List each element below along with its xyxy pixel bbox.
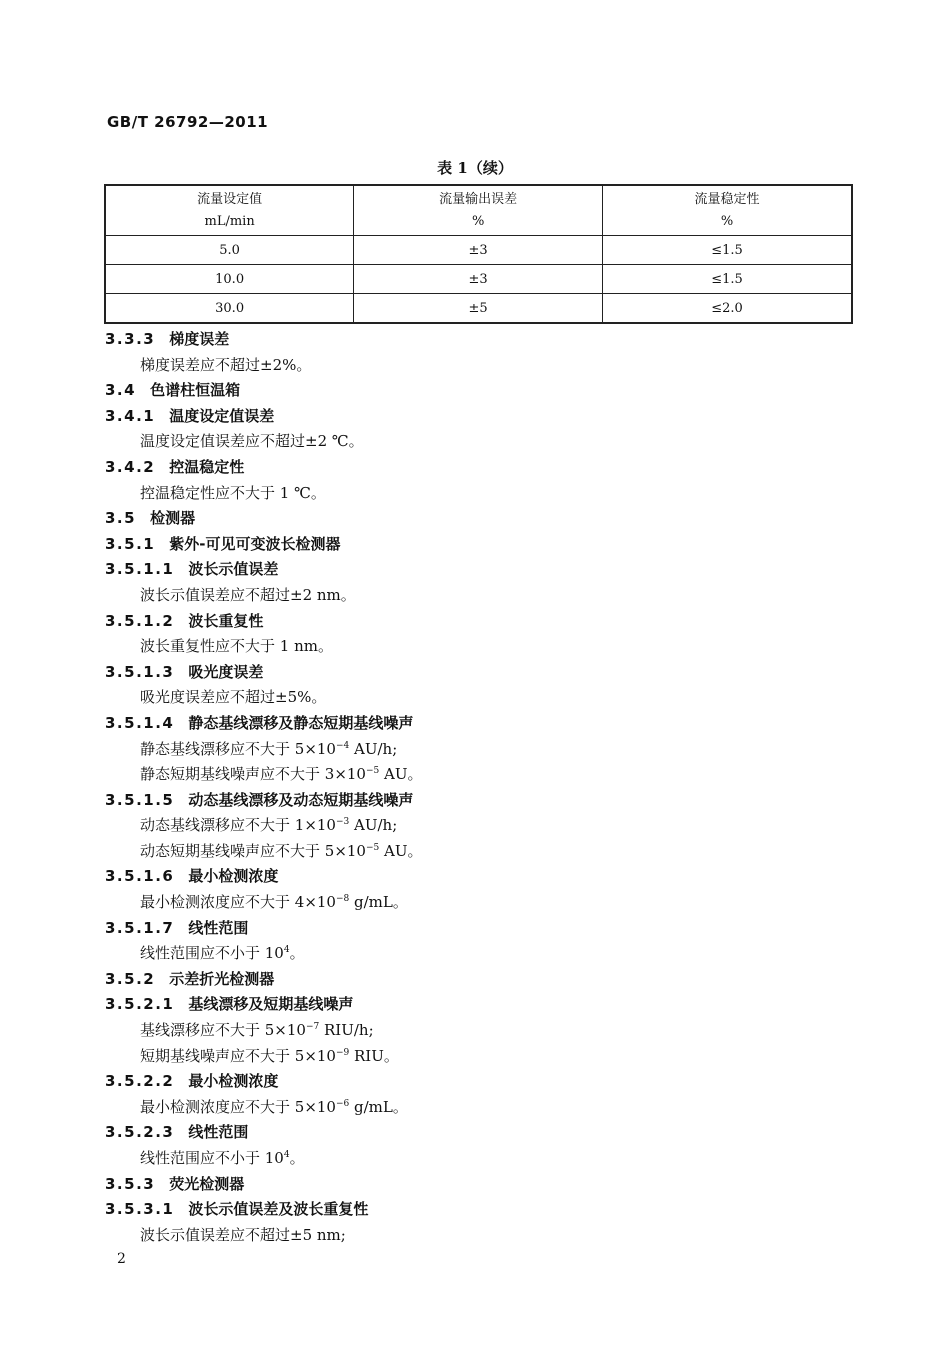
- requirement-text: [105, 890, 865, 916]
- section-heading: [105, 327, 865, 353]
- requirement-text: [105, 1095, 865, 1121]
- text-segment: 动态短期基线噪声应不大于 5×10: [140, 841, 366, 860]
- exponent: −7: [305, 1022, 320, 1033]
- table-row: [105, 294, 852, 324]
- section-number: 3.5.3.1: [105, 1200, 175, 1219]
- text-segment: 。: [289, 1149, 305, 1167]
- text-segment: 动态基线漂移应不大于 1×10: [140, 816, 336, 835]
- text-segment: g/mL。: [349, 893, 408, 912]
- section-heading: [105, 1172, 865, 1198]
- section-number: 3.5.1.4: [105, 713, 175, 732]
- table-header-row: [105, 185, 852, 236]
- exponent: 4: [283, 1150, 290, 1160]
- table-cell: ±3: [354, 265, 603, 294]
- exponent: −9: [335, 1047, 350, 1058]
- requirement-text: [105, 1146, 865, 1172]
- table-row: [105, 236, 852, 265]
- table-row: [105, 265, 852, 294]
- section-heading: [105, 916, 865, 942]
- section-number: 3.5.2.1: [105, 995, 175, 1014]
- table-cell: 30.0: [105, 294, 354, 324]
- section-number: 3.5.1.6: [105, 867, 175, 886]
- table-cell: ≤1.5: [603, 236, 853, 265]
- section-number: 3.5.1.7: [105, 918, 175, 937]
- section-title: 线性范围: [188, 918, 249, 937]
- standard-code: GB/T 26792—2011: [107, 113, 269, 131]
- section-number: 3.4.1: [105, 406, 156, 425]
- section-title: 温度设定值误差: [169, 406, 275, 425]
- table-caption: 表 1（续）: [437, 159, 513, 177]
- exponent: −8: [335, 894, 350, 905]
- text-segment: 短期基线噪声应不大于 5×10: [140, 1046, 336, 1065]
- requirement-text: 温度设定值误差应不超过±2 ℃。: [140, 432, 364, 451]
- section-title: 波长示值误差: [188, 560, 279, 579]
- section-heading: [105, 1197, 865, 1223]
- text-segment: 最小检测浓度应不大于 5×10: [140, 1097, 336, 1116]
- section-title: 示差折光检测器: [169, 969, 275, 988]
- requirement-text: 波长示值误差应不超过±5 nm;: [140, 1225, 346, 1244]
- section-number: 3.5.3: [105, 1174, 156, 1193]
- requirement-text: [105, 1018, 865, 1044]
- section-title: 波长重复性: [188, 611, 264, 630]
- text-segment: 线性范围应不小于 10: [140, 944, 284, 963]
- section-number: 3.5.1.2: [105, 611, 175, 630]
- table-cell: ±3: [354, 236, 603, 265]
- header-flow-setpoint: [105, 185, 354, 236]
- section-number: 3.5.2: [105, 969, 156, 988]
- document-body: [105, 327, 865, 1248]
- table-cell: ≤1.5: [603, 265, 853, 294]
- requirement-text: 梯度误差应不超过±2%。: [140, 355, 312, 374]
- section-number: 3.5.2.3: [105, 1123, 175, 1142]
- section-heading: [105, 378, 865, 404]
- page-number: 2: [117, 1251, 126, 1267]
- section-heading: [105, 788, 865, 814]
- header-unit: mL/min: [204, 213, 255, 229]
- section-heading: [105, 404, 865, 430]
- section-number: 3.5.1.1: [105, 560, 175, 579]
- header-flow-error: [354, 185, 603, 236]
- table-cell: ≤2.0: [603, 294, 853, 324]
- section-heading: [105, 1069, 865, 1095]
- requirement-text: [105, 941, 865, 967]
- text-segment: 线性范围应不小于 10: [140, 1149, 284, 1167]
- section-heading: [105, 609, 865, 635]
- table-cell: 10.0: [105, 265, 354, 294]
- table-cell: ±5: [354, 294, 603, 324]
- text-segment: 最小检测浓度应不大于 4×10: [140, 893, 336, 912]
- section-heading: [105, 864, 865, 890]
- text-segment: AU/h;: [349, 739, 398, 758]
- requirement-text: [105, 737, 865, 763]
- exponent: −5: [365, 842, 380, 853]
- section-title: 动态基线漂移及动态短期基线噪声: [188, 790, 414, 809]
- text-segment: AU/h;: [349, 816, 398, 835]
- text-segment: g/mL。: [349, 1097, 408, 1116]
- text-segment: 基线漂移应不大于 5×10: [140, 1021, 306, 1040]
- section-heading: [105, 506, 865, 532]
- text-segment: AU。: [379, 841, 423, 860]
- section-heading: [105, 1120, 865, 1146]
- section-heading: [105, 557, 865, 583]
- section-title: 色谱柱恒温箱: [150, 381, 241, 400]
- section-title: 吸光度误差: [188, 662, 264, 681]
- section-heading: [105, 967, 865, 993]
- spec-table: [104, 184, 853, 324]
- requirement-text: [105, 1044, 865, 1070]
- header-label: 流量输出误差: [439, 191, 518, 207]
- section-title: 控温稳定性: [169, 457, 245, 476]
- text-segment: 静态短期基线噪声应不大于 3×10: [140, 765, 366, 784]
- exponent: −4: [335, 740, 350, 751]
- section-title: 检测器: [150, 509, 196, 528]
- header-label: 流量稳定性: [694, 191, 760, 207]
- section-title: 波长示值误差及波长重复性: [188, 1200, 369, 1219]
- section-number: 3.5.1.5: [105, 790, 175, 809]
- section-number: 3.5.1.3: [105, 662, 175, 681]
- exponent: −5: [365, 766, 380, 777]
- text-segment: AU。: [379, 765, 423, 784]
- requirement-text: [105, 762, 865, 788]
- section-number: 3.5.1: [105, 534, 156, 553]
- text-segment: 静态基线漂移应不大于 5×10: [140, 739, 336, 758]
- requirement-text: 控温稳定性应不大于 1 ℃。: [140, 483, 326, 502]
- section-number: 3.4.2: [105, 457, 156, 476]
- text-segment: RIU。: [349, 1046, 399, 1065]
- section-number: 3.5: [105, 509, 137, 528]
- requirement-text: [105, 813, 865, 839]
- header-unit: %: [471, 213, 485, 229]
- section-heading: [105, 992, 865, 1018]
- section-heading: [105, 711, 865, 737]
- section-heading: [105, 532, 865, 558]
- table-cell: 5.0: [105, 236, 354, 265]
- section-title: 荧光检测器: [169, 1174, 245, 1193]
- exponent: −3: [335, 817, 350, 828]
- section-number: 3.5.2.2: [105, 1072, 175, 1091]
- exponent: −6: [335, 1098, 350, 1109]
- requirement-text: 吸光度误差应不超过±5%。: [140, 688, 327, 707]
- section-title: 最小检测浓度: [188, 1072, 279, 1091]
- section-heading: [105, 660, 865, 686]
- requirement-text: 波长示值误差应不超过±2 nm。: [140, 585, 356, 604]
- section-heading: [105, 455, 865, 481]
- section-title: 最小检测浓度: [188, 867, 279, 886]
- header-unit: %: [720, 213, 734, 229]
- text-segment: RIU/h;: [319, 1021, 374, 1040]
- section-title: 静态基线漂移及静态短期基线噪声: [188, 713, 414, 732]
- requirement-text: 波长重复性应不大于 1 nm。: [140, 637, 333, 656]
- section-title: 梯度误差: [169, 330, 230, 348]
- exponent: 4: [283, 945, 290, 956]
- header-flow-stability: [603, 185, 853, 236]
- requirement-text: [105, 839, 865, 865]
- section-number: 3.3.3: [105, 330, 156, 348]
- text-segment: 。: [289, 944, 305, 963]
- section-title: 基线漂移及短期基线噪声: [188, 995, 354, 1014]
- section-title: 紫外-可见可变波长检测器: [169, 534, 341, 553]
- section-number: 3.4: [105, 381, 137, 400]
- section-title: 线性范围: [188, 1123, 249, 1142]
- header-label: 流量设定值: [197, 191, 263, 207]
